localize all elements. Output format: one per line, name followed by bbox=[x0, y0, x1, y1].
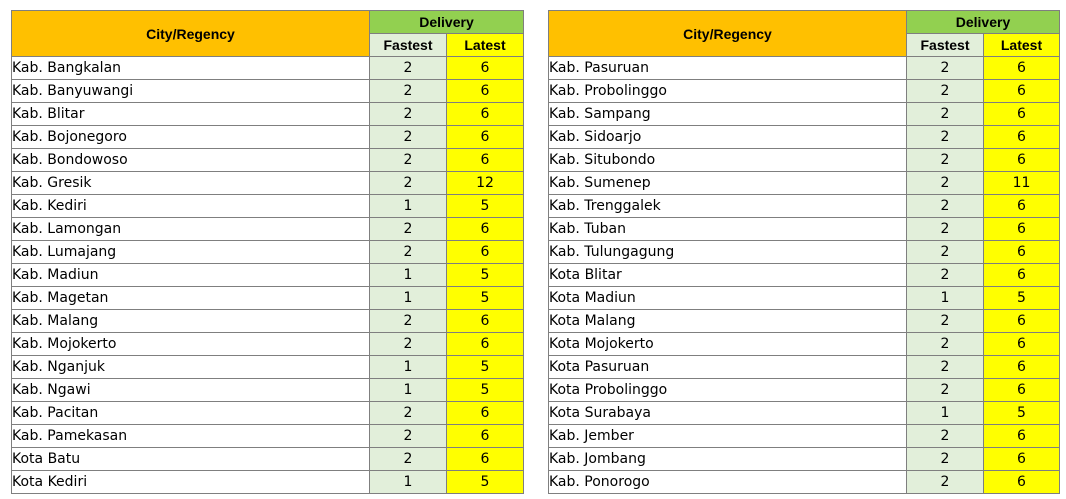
fastest-days-cell: 2 bbox=[907, 379, 984, 402]
latest-days-cell: 6 bbox=[447, 402, 524, 425]
table-row bbox=[12, 57, 524, 80]
fastest-header: Fastest bbox=[370, 34, 447, 57]
latest-days-cell: 6 bbox=[447, 333, 524, 356]
city-name-cell: Kab. Lamongan bbox=[12, 218, 370, 241]
fastest-days-cell: 2 bbox=[907, 172, 984, 195]
latest-days-cell: 6 bbox=[984, 195, 1060, 218]
table-row bbox=[549, 80, 1060, 103]
latest-days-cell: 6 bbox=[984, 241, 1060, 264]
fastest-days-cell: 2 bbox=[907, 425, 984, 448]
table-row bbox=[12, 264, 524, 287]
city-name-cell: Kab. Jember bbox=[549, 425, 907, 448]
city-name-cell: Kab. Trenggalek bbox=[549, 195, 907, 218]
city-name-cell: Kota Kediri bbox=[12, 471, 370, 494]
latest-days-cell: 6 bbox=[984, 149, 1060, 172]
city-name-cell: Kab. Probolinggo bbox=[549, 80, 907, 103]
latest-days-cell: 5 bbox=[447, 471, 524, 494]
fastest-days-cell: 2 bbox=[907, 333, 984, 356]
fastest-days-cell: 1 bbox=[907, 287, 984, 310]
city-name-cell: Kab. Gresik bbox=[12, 172, 370, 195]
table-row bbox=[12, 149, 524, 172]
fastest-days-cell: 2 bbox=[370, 333, 447, 356]
latest-days-cell: 6 bbox=[984, 425, 1060, 448]
city-name-cell: Kab. Malang bbox=[12, 310, 370, 333]
table-row bbox=[549, 310, 1060, 333]
fastest-days-cell: 2 bbox=[370, 448, 447, 471]
fastest-days-cell: 2 bbox=[907, 448, 984, 471]
city-name-cell: Kab. Situbondo bbox=[549, 149, 907, 172]
city-regency-header: City/Regency bbox=[549, 11, 907, 57]
latest-days-cell: 6 bbox=[447, 103, 524, 126]
table-row bbox=[12, 425, 524, 448]
latest-days-cell: 5 bbox=[447, 379, 524, 402]
city-name-cell: Kab. Nganjuk bbox=[12, 356, 370, 379]
latest-days-cell: 6 bbox=[447, 425, 524, 448]
city-name-cell: Kab. Sampang bbox=[549, 103, 907, 126]
city-name-cell: Kab. Pamekasan bbox=[12, 425, 370, 448]
city-name-cell: Kab. Madiun bbox=[12, 264, 370, 287]
city-name-cell: Kab. Jombang bbox=[549, 448, 907, 471]
fastest-days-cell: 2 bbox=[907, 57, 984, 80]
city-name-cell: Kab. Ngawi bbox=[12, 379, 370, 402]
city-name-cell: Kab. Tuban bbox=[549, 218, 907, 241]
city-regency-header: City/Regency bbox=[12, 11, 370, 57]
delivery-header: Delivery bbox=[370, 11, 524, 34]
table-row bbox=[549, 126, 1060, 149]
fastest-days-cell: 2 bbox=[370, 126, 447, 149]
city-name-cell: Kab. Tulungagung bbox=[549, 241, 907, 264]
city-name-cell: Kab. Banyuwangi bbox=[12, 80, 370, 103]
table-row bbox=[549, 356, 1060, 379]
latest-days-cell: 5 bbox=[447, 287, 524, 310]
latest-days-cell: 5 bbox=[447, 264, 524, 287]
fastest-days-cell: 2 bbox=[907, 80, 984, 103]
latest-days-cell: 6 bbox=[447, 149, 524, 172]
latest-days-cell: 6 bbox=[447, 80, 524, 103]
latest-days-cell: 6 bbox=[984, 356, 1060, 379]
city-name-cell: Kota Mojokerto bbox=[549, 333, 907, 356]
table-row bbox=[549, 241, 1060, 264]
city-name-cell: Kota Malang bbox=[549, 310, 907, 333]
fastest-days-cell: 2 bbox=[370, 241, 447, 264]
latest-days-cell: 6 bbox=[447, 57, 524, 80]
fastest-days-cell: 1 bbox=[370, 471, 447, 494]
table-row bbox=[549, 103, 1060, 126]
latest-days-cell: 6 bbox=[984, 448, 1060, 471]
fastest-days-cell: 1 bbox=[370, 356, 447, 379]
table-row bbox=[12, 402, 524, 425]
city-name-cell: Kota Pasuruan bbox=[549, 356, 907, 379]
fastest-days-cell: 2 bbox=[907, 218, 984, 241]
table-row bbox=[549, 172, 1060, 195]
table-row bbox=[549, 264, 1060, 287]
latest-header: Latest bbox=[447, 34, 524, 57]
latest-days-cell: 5 bbox=[447, 195, 524, 218]
fastest-days-cell: 2 bbox=[907, 471, 984, 494]
latest-days-cell: 11 bbox=[984, 172, 1060, 195]
fastest-days-cell: 2 bbox=[907, 356, 984, 379]
table-row bbox=[12, 195, 524, 218]
table-row bbox=[549, 379, 1060, 402]
latest-days-cell: 6 bbox=[447, 241, 524, 264]
fastest-header: Fastest bbox=[907, 34, 984, 57]
table-row bbox=[12, 379, 524, 402]
city-name-cell: Kab. Ponorogo bbox=[549, 471, 907, 494]
city-name-cell: Kab. Magetan bbox=[12, 287, 370, 310]
table-row bbox=[12, 310, 524, 333]
fastest-days-cell: 1 bbox=[370, 287, 447, 310]
table-row bbox=[12, 172, 524, 195]
table-row bbox=[12, 103, 524, 126]
latest-days-cell: 6 bbox=[984, 264, 1060, 287]
city-name-cell: Kota Batu bbox=[12, 448, 370, 471]
table-row bbox=[12, 448, 524, 471]
latest-days-cell: 6 bbox=[984, 80, 1060, 103]
latest-days-cell: 6 bbox=[984, 379, 1060, 402]
fastest-days-cell: 1 bbox=[370, 195, 447, 218]
latest-days-cell: 6 bbox=[447, 126, 524, 149]
table-row bbox=[549, 287, 1060, 310]
fastest-days-cell: 2 bbox=[370, 172, 447, 195]
table-row bbox=[549, 195, 1060, 218]
latest-days-cell: 6 bbox=[447, 218, 524, 241]
city-name-cell: Kota Surabaya bbox=[549, 402, 907, 425]
fastest-days-cell: 2 bbox=[370, 57, 447, 80]
delivery-table-left bbox=[11, 10, 524, 494]
fastest-days-cell: 2 bbox=[907, 310, 984, 333]
table-body-right bbox=[549, 57, 1060, 494]
table-row bbox=[549, 149, 1060, 172]
fastest-days-cell: 1 bbox=[907, 402, 984, 425]
city-name-cell: Kab. Pacitan bbox=[12, 402, 370, 425]
latest-days-cell: 6 bbox=[984, 126, 1060, 149]
latest-days-cell: 6 bbox=[984, 333, 1060, 356]
delivery-table-right bbox=[548, 10, 1060, 494]
city-name-cell: Kab. Lumajang bbox=[12, 241, 370, 264]
latest-days-cell: 6 bbox=[984, 310, 1060, 333]
city-name-cell: Kab. Pasuruan bbox=[549, 57, 907, 80]
delivery-header: Delivery bbox=[907, 11, 1060, 34]
fastest-days-cell: 2 bbox=[370, 218, 447, 241]
fastest-days-cell: 2 bbox=[370, 425, 447, 448]
table-row bbox=[12, 287, 524, 310]
table-row bbox=[549, 425, 1060, 448]
table-row bbox=[12, 80, 524, 103]
table-row bbox=[12, 126, 524, 149]
table-row bbox=[12, 471, 524, 494]
latest-days-cell: 12 bbox=[447, 172, 524, 195]
table-row bbox=[549, 57, 1060, 80]
fastest-days-cell: 2 bbox=[907, 103, 984, 126]
latest-days-cell: 6 bbox=[984, 471, 1060, 494]
fastest-days-cell: 2 bbox=[907, 241, 984, 264]
fastest-days-cell: 2 bbox=[370, 103, 447, 126]
city-name-cell: Kab. Kediri bbox=[12, 195, 370, 218]
city-name-cell: Kota Probolinggo bbox=[549, 379, 907, 402]
city-name-cell: Kab. Mojokerto bbox=[12, 333, 370, 356]
city-name-cell: Kab. Bondowoso bbox=[12, 149, 370, 172]
city-name-cell: Kab. Bangkalan bbox=[12, 57, 370, 80]
latest-days-cell: 6 bbox=[984, 218, 1060, 241]
fastest-days-cell: 2 bbox=[907, 126, 984, 149]
fastest-days-cell: 2 bbox=[370, 149, 447, 172]
latest-days-cell: 6 bbox=[984, 57, 1060, 80]
city-name-cell: Kab. Bojonegoro bbox=[12, 126, 370, 149]
table-row bbox=[549, 333, 1060, 356]
city-name-cell: Kota Madiun bbox=[549, 287, 907, 310]
table-row bbox=[12, 356, 524, 379]
table-row bbox=[549, 471, 1060, 494]
fastest-days-cell: 2 bbox=[370, 402, 447, 425]
city-name-cell: Kab. Sidoarjo bbox=[549, 126, 907, 149]
table-row bbox=[12, 241, 524, 264]
fastest-days-cell: 2 bbox=[907, 195, 984, 218]
city-name-cell: Kota Blitar bbox=[549, 264, 907, 287]
table-row bbox=[549, 402, 1060, 425]
fastest-days-cell: 2 bbox=[370, 310, 447, 333]
fastest-days-cell: 2 bbox=[907, 149, 984, 172]
latest-days-cell: 6 bbox=[984, 103, 1060, 126]
fastest-days-cell: 1 bbox=[370, 264, 447, 287]
latest-days-cell: 6 bbox=[447, 310, 524, 333]
latest-days-cell: 5 bbox=[447, 356, 524, 379]
city-name-cell: Kab. Blitar bbox=[12, 103, 370, 126]
latest-days-cell: 6 bbox=[447, 448, 524, 471]
fastest-days-cell: 2 bbox=[370, 80, 447, 103]
table-row bbox=[12, 333, 524, 356]
fastest-days-cell: 1 bbox=[370, 379, 447, 402]
city-name-cell: Kab. Sumenep bbox=[549, 172, 907, 195]
latest-header: Latest bbox=[984, 34, 1060, 57]
table-row bbox=[549, 218, 1060, 241]
latest-days-cell: 5 bbox=[984, 402, 1060, 425]
table-row bbox=[549, 448, 1060, 471]
fastest-days-cell: 2 bbox=[907, 264, 984, 287]
table-body-left bbox=[12, 57, 524, 494]
latest-days-cell: 5 bbox=[984, 287, 1060, 310]
table-row bbox=[12, 218, 524, 241]
